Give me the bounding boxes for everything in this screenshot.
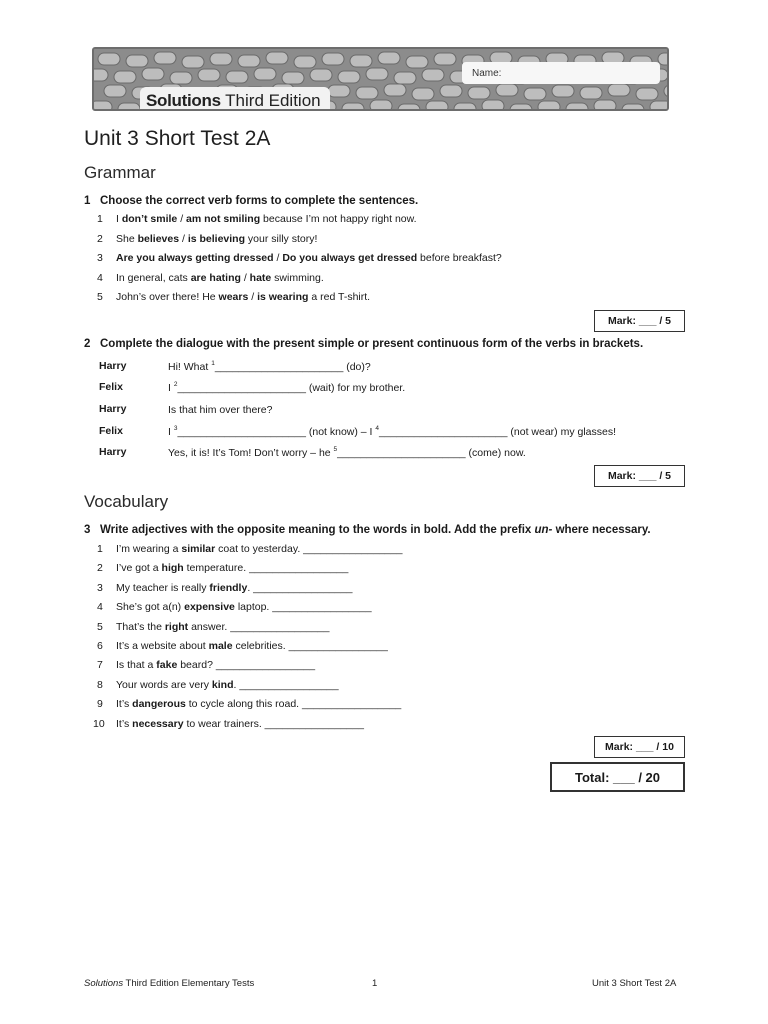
gap-number: 3 — [173, 425, 178, 432]
option-separator: / — [179, 232, 188, 245]
answer-line[interactable]: . _________________ — [233, 678, 339, 691]
answer-line[interactable]: coat to yesterday. _________________ — [215, 543, 403, 555]
bold-word: dangerous — [132, 698, 186, 711]
list-item — [97, 679, 339, 691]
dialogue-speaker: Felix — [99, 425, 123, 437]
footer-page-number: 1 — [372, 978, 378, 989]
item-number: 2 — [97, 232, 103, 245]
item-number: 2 — [97, 562, 103, 575]
gap-number: 4 — [375, 425, 380, 432]
prefix-un: un- — [534, 524, 553, 536]
total-box: Total: ___ / 20 — [550, 762, 685, 792]
item-text: I’ve got a — [116, 562, 162, 575]
dialogue-speaker: Harry — [99, 360, 127, 372]
item-number: 7 — [97, 659, 103, 672]
gap-number: 5 — [333, 446, 338, 453]
item-text-end: swimming. — [271, 271, 324, 284]
item-text-end: your silly story! — [245, 232, 318, 245]
item-number: 8 — [97, 678, 103, 691]
mark-box-q2: Mark: ___ / 5 — [594, 465, 685, 487]
option-b[interactable]: am not smiling — [186, 213, 261, 225]
list-item — [97, 291, 370, 303]
item-text: I’m wearing a — [116, 543, 182, 555]
question-instruction: Write adjectives with the opposite meaning to the words in bold. Add the prefix — [100, 524, 535, 536]
dialogue-line — [168, 381, 405, 394]
item-text: It’s — [116, 717, 133, 730]
dialogue-gap[interactable]: ______________________ (come) now. — [337, 447, 526, 459]
answer-line[interactable]: beard? _________________ — [177, 659, 316, 672]
item-number: 1 — [97, 543, 103, 555]
item-text: Your words are very — [116, 678, 212, 691]
bold-word: similar — [181, 543, 216, 555]
footer-series: Solutions — [84, 978, 124, 989]
bold-word: friendly — [209, 581, 248, 594]
footer-right: Unit 3 Short Test 2A — [592, 978, 677, 989]
answer-line[interactable]: to wear trainers. _________________ — [183, 717, 364, 730]
list-item — [93, 718, 364, 730]
dialogue-speaker: Harry — [99, 446, 127, 458]
option-b[interactable]: is believing — [187, 232, 246, 245]
footer-left — [84, 978, 254, 989]
bold-word: male — [208, 640, 233, 652]
item-text: John’s over there! He — [116, 291, 219, 303]
item-number: 5 — [97, 620, 103, 633]
bold-word: necessary — [132, 717, 184, 730]
dialogue-gap[interactable]: ______________________ (not know) – I — [177, 426, 376, 438]
dialogue-gap[interactable]: ______________________ (not wear) my glasses! — [379, 426, 617, 438]
dialogue-text: Yes, it is! It’s Tom! Don’t worry – he — [168, 447, 334, 459]
item-text: She’s got a(n) — [116, 601, 185, 614]
item-text: I — [116, 213, 122, 225]
item-number: 5 — [97, 291, 103, 303]
item-text: In general, cats — [116, 271, 191, 284]
option-b[interactable]: is wearing — [257, 291, 309, 303]
option-a[interactable]: believes — [137, 232, 180, 245]
item-number: 1 — [97, 213, 103, 225]
dialogue-text: Is that him over there? — [168, 404, 273, 416]
answer-line[interactable]: answer. _________________ — [188, 620, 330, 633]
list-item — [97, 272, 324, 284]
answer-line[interactable]: temperature. _________________ — [183, 562, 349, 575]
bold-word: expensive — [184, 601, 235, 614]
option-separator: / — [273, 252, 283, 264]
list-item — [97, 601, 372, 613]
list-item — [97, 543, 402, 555]
list-item — [97, 252, 502, 264]
item-text: That’s the — [116, 620, 165, 633]
gap-number: 1 — [211, 360, 215, 367]
question-instruction: Complete the dialogue with the present simple or present continuous form of the verbs in brackets. — [100, 338, 644, 350]
item-number: 3 — [97, 252, 103, 264]
list-item — [97, 659, 315, 671]
mark-box-q3: Mark: ___ / 10 — [594, 736, 685, 758]
answer-line[interactable]: to cycle along this road. _________________ — [185, 698, 402, 711]
option-a[interactable]: Are you always getting dressed — [116, 252, 274, 264]
item-text-end: before breakfast? — [417, 252, 502, 264]
brand-edition: Third Edition — [225, 91, 321, 110]
item-text: She — [116, 232, 138, 245]
section-vocabulary: Vocabulary — [84, 492, 169, 511]
option-a[interactable]: wears — [218, 291, 249, 303]
option-b[interactable]: hate — [249, 271, 272, 284]
question-3 — [84, 524, 651, 536]
item-text: It’s a website about — [116, 640, 209, 652]
header-banner — [92, 47, 669, 111]
bold-word: right — [164, 620, 189, 633]
question-number: 3 — [84, 524, 91, 536]
dialogue-line — [168, 360, 371, 373]
item-number: 10 — [93, 717, 105, 730]
dialogue-text: I — [168, 426, 174, 438]
item-number: 6 — [97, 640, 103, 652]
item-text: My teacher is really — [116, 581, 210, 594]
option-a[interactable]: are hating — [190, 271, 241, 284]
question-1 — [84, 195, 418, 207]
item-text-end: a red T-shirt. — [308, 291, 371, 303]
name-label: Name: — [472, 68, 502, 79]
brand-bold: Solutions — [146, 91, 221, 110]
item-text: Is that a — [116, 659, 157, 672]
footer-title: Third Edition Elementary Tests — [123, 978, 255, 989]
item-number: 4 — [97, 601, 103, 614]
option-b[interactable]: Do you always get dressed — [282, 252, 418, 264]
dialogue-speaker: Felix — [99, 381, 123, 393]
question-number: 1 — [84, 195, 91, 207]
bold-word: kind — [211, 678, 234, 691]
option-separator: / — [240, 271, 250, 284]
item-number: 3 — [97, 581, 103, 594]
dialogue-text: I — [168, 382, 174, 394]
option-separator: / — [248, 291, 258, 303]
item-text: It’s — [116, 698, 133, 711]
list-item — [97, 640, 388, 652]
item-number: 4 — [97, 271, 103, 284]
question-instruction: Choose the correct verb forms to complete the sentences. — [100, 195, 419, 207]
dialogue-text: Hi! What — [168, 361, 212, 373]
dialogue-line — [168, 446, 526, 459]
list-item — [97, 233, 317, 245]
option-a[interactable]: don’t smile — [121, 213, 178, 225]
brand-logo — [146, 91, 321, 111]
bold-word: high — [161, 562, 184, 575]
answer-line[interactable]: . _________________ — [247, 581, 353, 594]
dialogue-line — [168, 403, 272, 416]
list-item — [97, 562, 348, 574]
answer-line[interactable]: celebrities. _________________ — [232, 640, 388, 652]
answer-line[interactable]: laptop. _________________ — [234, 601, 372, 614]
item-text-end: because I’m not happy right now. — [260, 213, 417, 225]
mark-box-q1: Mark: ___ / 5 — [594, 310, 685, 332]
list-item — [97, 582, 352, 594]
section-grammar: Grammar — [84, 163, 156, 182]
bold-word: fake — [156, 659, 178, 672]
option-separator: / — [177, 213, 187, 225]
item-number: 9 — [97, 698, 103, 711]
list-item — [97, 698, 401, 710]
question-number: 2 — [84, 338, 91, 350]
dialogue-gap[interactable]: ______________________ (wait) for my brother. — [177, 382, 406, 394]
question-2 — [84, 338, 643, 350]
list-item — [97, 621, 329, 633]
dialogue-speaker: Harry — [99, 403, 127, 415]
gap-number: 2 — [173, 381, 178, 388]
list-item — [97, 213, 417, 225]
question-instruction-end: where necessary. — [552, 524, 651, 536]
page-title: Unit 3 Short Test 2A — [84, 127, 271, 150]
dialogue-line — [168, 425, 616, 438]
dialogue-gap[interactable]: ______________________ (do)? — [214, 361, 371, 373]
